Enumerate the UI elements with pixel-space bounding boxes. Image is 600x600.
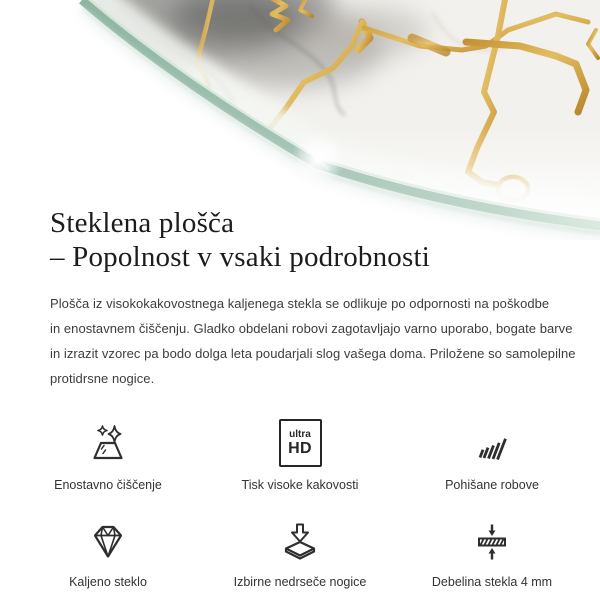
feature-grid [0,415,600,589]
page-title [50,206,550,274]
title-line-1: Steklena plošča [50,207,235,239]
feature-tempered-glass [12,512,204,589]
paragraph-line: in enostavnem čiščenju. Gladko obdelani robovi zagotavljajo varno uporabo, bogate barve [50,321,573,336]
diamond-icon [86,512,130,564]
ultra-hd-icon [279,415,322,467]
feature-label: Enostavno čiščenje [54,478,162,492]
ultra-hd-icon-text-top: ultra [289,429,311,440]
ultra-hd-icon-text-bottom: HD [288,440,312,457]
feature-label: Debelina stekla 4 mm [431,575,553,589]
paragraph-line: in izrazit vzorec pa bodo dolga leta poudarjali slog vašega doma. Priložene so samolepilne [50,346,576,361]
glass-thickness-icon [470,512,514,564]
paragraph-line: protidrsne nogice. [50,371,155,386]
feature-label: Pohišane robove [445,478,539,492]
paragraph-line: Plošča iz visokokakovostnega kaljenega stekla se odlikuje po odpornosti na poškodbe [50,296,550,311]
clean-surface-icon [86,415,130,467]
title-line-2: – Popolnost v vsaki podrobnosti [50,241,430,273]
polished-edges-icon [470,415,514,467]
feature-print-quality [204,415,396,492]
product-paragraph [50,291,576,391]
feature-glass-thickness [396,512,588,589]
feature-label: Tisk visoke kakovosti [241,478,359,492]
feature-non-slip-feet [204,512,396,589]
feature-label: Izbirne nedrseče nogice [233,575,367,589]
feature-easy-cleaning [12,415,204,492]
non-slip-feet-icon [278,512,322,564]
feature-label: Kaljeno steklo [69,575,147,589]
feature-polished-edges [396,415,588,492]
